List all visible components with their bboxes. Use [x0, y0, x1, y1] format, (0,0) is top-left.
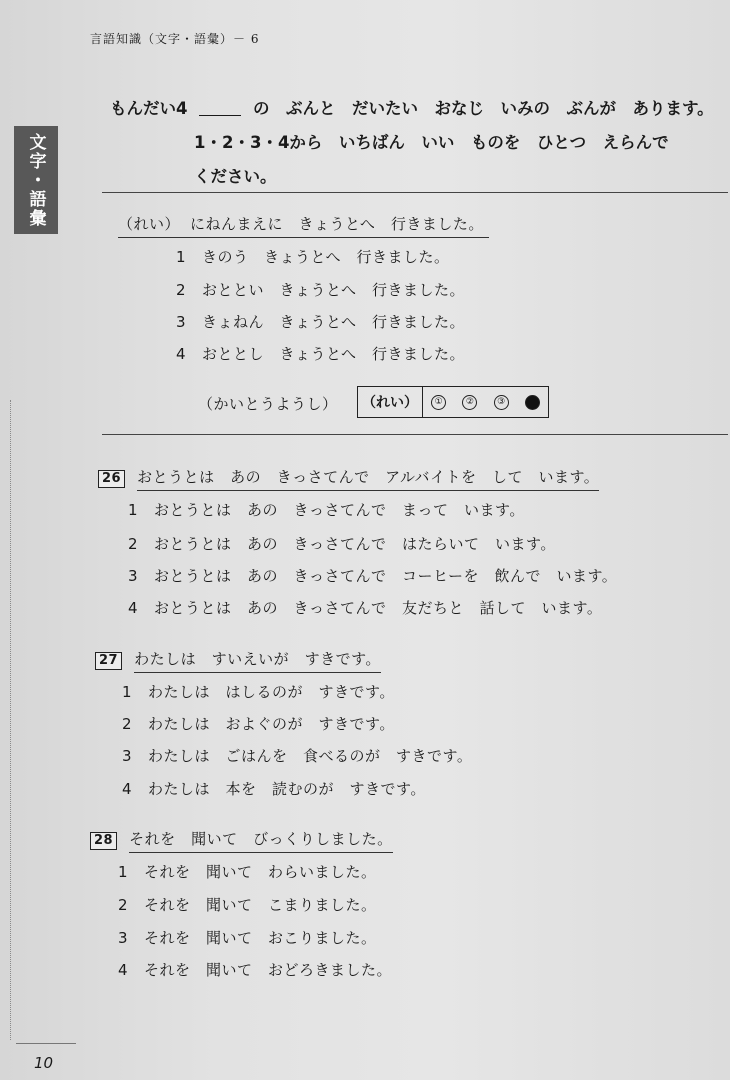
question-26 — [98, 466, 599, 488]
question-number: 27 — [95, 652, 122, 670]
side-tab — [14, 126, 58, 234]
option-row[interactable]: 1 それを 聞いて わらいました。 — [118, 863, 377, 881]
instruction-line2: 1・2・3・4から いちばん いい ものを ひとつ えらんで — [194, 133, 669, 152]
option-circle-2: ② — [462, 395, 477, 410]
question-number: 28 — [90, 832, 117, 850]
option-row[interactable]: 2 おとうとは あの きっさてんで はたらいて います。 — [128, 535, 556, 553]
question-sentence: わたしは すいえいが すきです。 — [134, 650, 381, 673]
instruction-line3: ください。 — [194, 167, 277, 186]
divider-bottom — [102, 434, 728, 435]
page-header: 言語知識（文字・語彙）－ 6 — [90, 32, 260, 46]
binding-edge — [10, 400, 11, 1040]
example-option: 4 おととし きょうとへ 行きました。 — [176, 345, 465, 363]
option-row[interactable]: 4 わたしは 本を 読むのが すきです。 — [122, 780, 426, 798]
example-option: 2 おととい きょうとへ 行きました。 — [176, 281, 465, 299]
question-sentence: それを 聞いて びっくりしました。 — [129, 830, 393, 853]
question-27 — [95, 648, 381, 670]
example-sentence — [118, 213, 489, 234]
option-row[interactable]: 2 わたしは およぐのが すきです。 — [122, 715, 395, 733]
blank-underline — [199, 97, 241, 116]
example-option: 3 きょねん きょうとへ 行きました。 — [176, 313, 465, 331]
option-row[interactable]: 3 それを 聞いて おこりました。 — [118, 929, 377, 947]
page-number: 10 — [34, 1054, 54, 1072]
option-row[interactable]: 4 それを 聞いて おどろきました。 — [118, 961, 393, 979]
option-row[interactable]: 1 わたしは はしるのが すきです。 — [122, 683, 395, 701]
instruction-line1 — [110, 92, 714, 126]
option-circle-3: ③ — [494, 395, 509, 410]
option-circle-4-filled — [525, 395, 540, 410]
answer-sheet-box — [357, 386, 549, 418]
question-28 — [90, 828, 393, 850]
instruction-text: の ぶんと だいたい おなじ いみの ぶんが あります。 — [252, 99, 714, 118]
footer-rule — [16, 1043, 76, 1044]
side-tab-label: 文字・語彙 — [25, 132, 46, 228]
example-text: にねんまえに きょうとへ 行きました。 — [190, 215, 484, 233]
option-row[interactable]: 1 おとうとは あの きっさてんで まって います。 — [128, 501, 525, 519]
option-circle-1: ① — [431, 395, 446, 410]
example-option: 1 きのう きょうとへ 行きました。 — [176, 248, 450, 266]
mondai-label: もんだい4 — [110, 99, 188, 118]
option-row[interactable]: 3 おとうとは あの きっさてんで コーヒーを 飲んで います。 — [128, 567, 618, 585]
question-number: 26 — [98, 470, 125, 488]
instruction — [110, 92, 714, 194]
option-row[interactable]: 4 おとうとは あの きっさてんで 友だちと 話して います。 — [128, 599, 603, 617]
question-sentence: おとうとは あの きっさてんで アルバイトを して います。 — [137, 468, 599, 491]
answer-sheet-label: （かいとうようし） — [198, 395, 338, 413]
option-row[interactable]: 3 わたしは ごはんを 食べるのが すきです。 — [122, 747, 473, 765]
option-row[interactable]: 2 それを 聞いて こまりました。 — [118, 896, 377, 914]
divider-top — [102, 192, 728, 193]
example-label: （れい） — [118, 215, 181, 233]
answer-box-label: （れい） — [358, 387, 423, 417]
